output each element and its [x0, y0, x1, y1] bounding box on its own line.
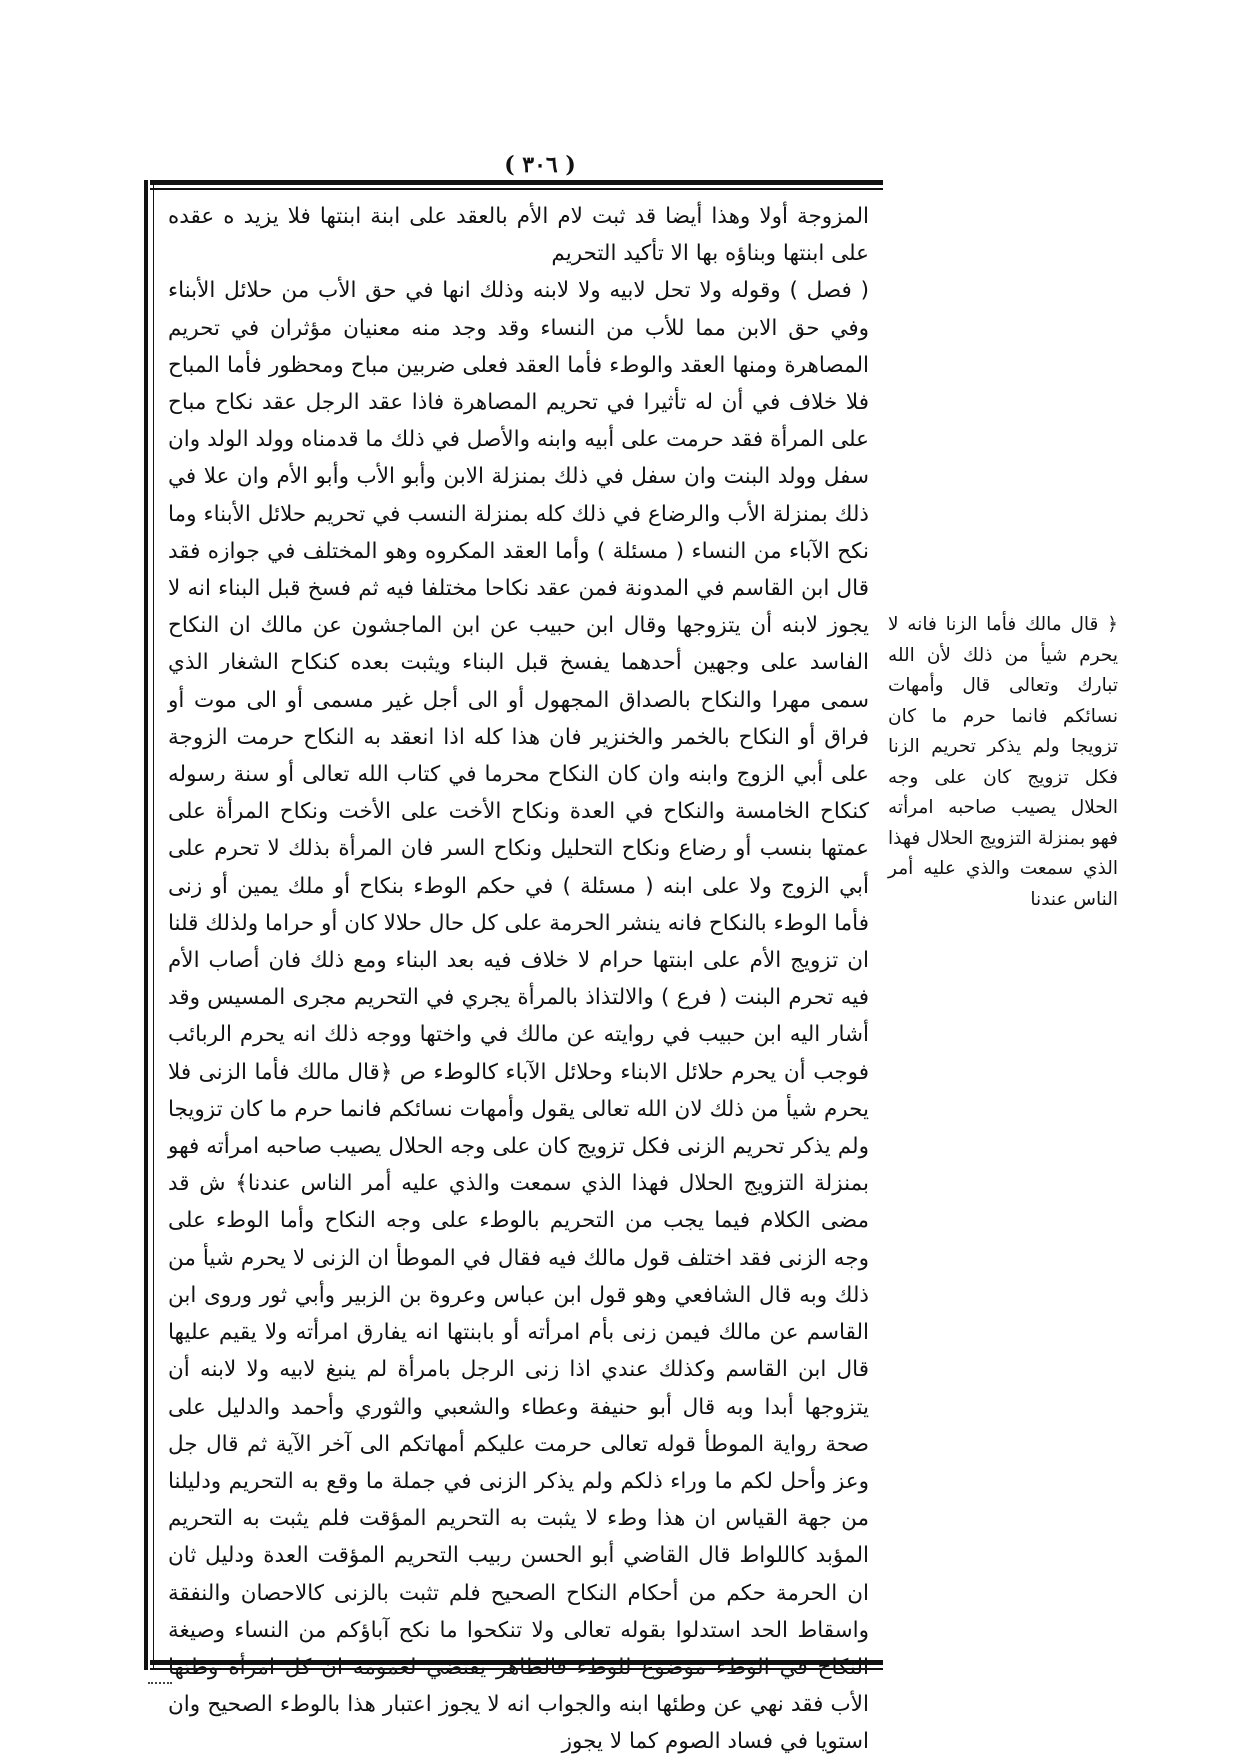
frame-left-rule	[144, 180, 154, 1670]
frame-top-rule	[150, 180, 883, 190]
bottom-dotted-mark	[148, 1682, 172, 1690]
page-number: ( ٣٠٦ )	[504, 152, 576, 178]
text-paragraph: المزوجة أولا وهذا أيضا قد ثبت لام الأم بالعقد على ابنة ابنتها فلا يزيد ه عقده على ابنتها وبناؤه بها الا تأكيد التحريم	[168, 204, 869, 267]
text-frame	[150, 180, 883, 1755]
margin-note: ﴿ قال مالك فأما الزنا فانه لا يحرم شيأ من ذلك لأن الله تبارك وتعالى قال وأمهات نسائكم فانما حرم ما كان تزويجا ولم يذكر تحريم الزنا فكل تزويج كان على وجه الحلال يصيب صاحبه امرأته فهو بمنزلة التزويج الحلال فهذا الذي سمعت والذي عليه أمر الناس عندنا	[888, 614, 1118, 910]
main-text-body	[168, 198, 869, 1755]
text-paragraph: ( فصل ) وقوله ولا تحل لابيه ولا لابنه وذلك انها في حق الأب من حلائل الأبناء وفي حق الابن مما للأب من النساء وقد وجد منه معنيان مؤثران في تحريم المصاهرة ومنها العقد والوطء فأما العقد فعلى ضربين مباح ومحظور فأما المباح فلا خلاف في أن له تأثيرا في تحريم المصاهرة فاذا عقد الرجل عقد نكاح مباح على المرأة فقد حرمت على أبيه وابنه والأصل في ذلك ما قدمناه وولد الولد وان سفل وولد البنت وان سفل في ذلك بمنزلة الابن وأبو الأب وأبو الأم وان علا في ذلك بمنزلة الأب والرضاع في ذلك كله بمنزلة النسب في تحريم حلائل الأبناء وما نكح الآباء من النساء ( مسئلة ) وأما العقد المكروه وهو المختلف في جوازه فقد قال ابن القاسم في المدونة فمن عقد نكاحا مختلفا فيه ثم فسخ قبل البناء انه لا يجوز لابنه أن يتزوجها وقال ابن حبيب عن ابن الماجشون عن مالك ان النكاح الفاسد على وجهين أحدهما يفسخ قبل البناء ويثبت بعده كنكاح الشغار الذي سمى مهرا والنكاح بالصداق المجهول أو الى أجل غير مسمى أو الى موت أو فراق أو النكاح بالخمر والخنزير فان هذا كله اذا انعقد به النكاح حرمت الزوجة على أبي الزوج وابنه وان كان النكاح محرما في كتاب الله تعالى أو سنة رسوله كنكاح الخامسة والنكاح في العدة ونكاح الأخت على الأخت ونكاح المرأة على عمتها بنسب أو رضاع ونكاح التحليل ونكاح السر فان المرأة بذلك لا تحرم على أبي الزوج ولا على ابنه ( مسئلة ) في حكم الوطء بنكاح أو ملك يمين أو زنى فأما الوطء بالنكاح فانه ينشر الحرمة على كل حال حلالا كان أو حراما ولذلك قلنا ان تزويج الأم على ابنتها حرام لا خلاف فيه بعد البناء ومع ذلك فان أصاب الأم فيه تحرم البنت ( فرع ) والالتذاذ بالمرأة يجري في التحريم مجرى المسيس وقد أشار اليه ابن حبيب في روايته عن مالك في واختها ووجه ذلك انه يحرم الربائب فوجب أن يحرم حلائل الابناء وحلائل الآباء كالوطء ص ﴿قال مالك فأما الزنى فلا يحرم شيأ من ذلك لان الله تعالى يقول وأمهات نسائكم فانما حرم ما كان تزويجا ولم يذكر تحريم الزنى فكل تزويج كان على وجه الحلال يصيب صاحبه امرأته فهو بمنزلة التزويج الحلال فهذا الذي سمعت والذي عليه أمر الناس عندنا﴾ ش قد مضى الكلام فيما يجب من التحريم بالوطء على وجه النكاح وأما الوطء على وجه الزنى فقد اختلف قول مالك فيه فقال في الموطأ ان الزنى لا يحرم شيأ من ذلك وبه قال الشافعي وهو قول ابن عباس وعروة بن الزبير وأبي ثور وروى ابن القاسم عن مالك فيمن زنى بأم امرأته أو بابنتها انه يفارق امرأته ولا يقيم عليها قال ابن القاسم وكذلك عندي اذا زنى الرجل بامرأة لم ينبغ لابيه ولا لابنه أن يتزوجها أبدا وبه قال أبو حنيفة وعطاء والشعبي والثوري وأحمد والدليل على صحة رواية الموطأ قوله تعالى حرمت عليكم أمهاتكم الى آخر الآية ثم قال جل وعز وأحل لكم ما وراء ذلكم ولم يذكر الزنى في جملة ما وقع به التحريم ودليلنا من جهة القياس ان هذا وطء لا يثبت به التحريم المؤقت فلم يثبت به التحريم المؤبد كاللواط قال القاضي أبو الحسن ربيب التحريم المؤقت العدة ودليل ثان ان الحرمة حكم من أحكام النكاح الصحيح فلم تثبت بالزنى كالاحصان والنفقة واسقاط الحد استدلوا بقوله تعالى ولا تنكحوا ما نكح آباؤكم من النساء وصيغة النكاح في الوطء موضوع للوطء فالظاهر يقتضي لعمومه ان كل امرأة وطئها الأب فقد نهي عن وطئها ابنه والجواب انه لا يجوز اعتبار هذا بالوطء الصحيح وان استويا في فساد الصوم كما لا يجوز	[168, 278, 869, 1755]
